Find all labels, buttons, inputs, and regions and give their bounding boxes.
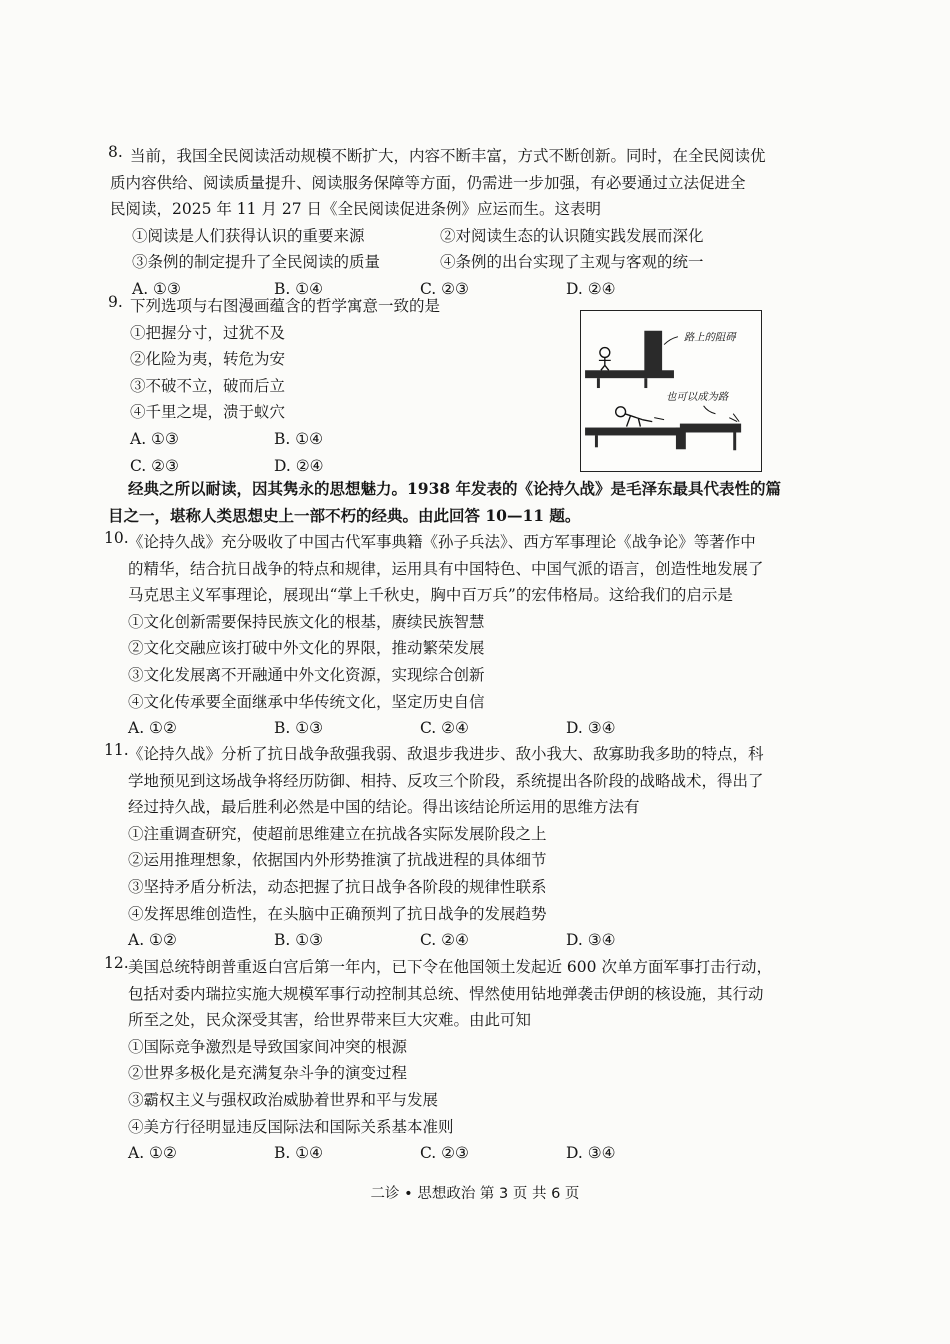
question-text: 包括对委内瑞拉实施大规模军事行动控制其总统、悍然使用钻地弹袭击伊朗的核设施，其行动 [128, 984, 764, 1003]
option-a: A. ①③ [130, 429, 179, 448]
option-d: D. ②④ [566, 279, 616, 298]
question-number: 9. [108, 293, 123, 311]
option-c: C. ②④ [420, 931, 469, 950]
question-text: 民阅读，2025 年 11 月 27 日《全民阅读促进条例》应运而生。这表明 [110, 200, 602, 219]
wall-bridge [680, 424, 741, 433]
cartoon-image [580, 310, 762, 472]
option-b: B. ①③ [274, 719, 324, 738]
statement-1: ①文化创新需要保持民族文化的根基，赓续民族智慧 [128, 612, 485, 631]
question-text: 经过持久战，最后胜利必然是中国的结论。得出该结论所运用的思维方法有 [128, 798, 640, 817]
statement-2: ②文化交融应该打破中外文化的界限，推动繁荣发展 [128, 639, 485, 658]
top-caption: 路上的阻碍 [683, 331, 736, 344]
question-text: 《论持久战》分析了抗日战争敌强我弱、敌退步我进步、敌小我大、敌寡助我多助的特点，科 [128, 745, 764, 763]
statement-1: ①阅读是人们获得认识的重要来源 [132, 226, 365, 245]
option-c: C. ②③ [420, 279, 469, 298]
bottom-caption: 也可以成为路 [666, 390, 729, 403]
statement-3: ③文化发展离不开融通中外文化资源，实现综合创新 [128, 665, 485, 684]
statement-2: ②对阅读生态的认识随实践发展而深化 [440, 226, 704, 245]
statement-4: ④条例的出台实现了主观与客观的统一 [440, 253, 704, 272]
section-intro [108, 476, 828, 529]
page-footer: 二诊 • 思想政治 第 3 页 共 6 页 [370, 1186, 580, 1202]
option-a: A. ①② [128, 931, 177, 950]
statement-1: ①把握分寸，过犹不及 [130, 323, 286, 342]
person-standing [600, 348, 610, 358]
question-text: 所至之处，民众深受其害，给世界带来巨大灾难。由此可知 [128, 1011, 532, 1030]
question-10 [104, 529, 804, 742]
question-number: 8. [108, 143, 123, 161]
options-row [110, 426, 570, 453]
person-pushing [616, 407, 626, 417]
statement-4: ④发挥思维创造性，在头脑中正确预判了抗日战争的发展趋势 [128, 904, 547, 923]
option-b: B. ①④ [274, 1144, 324, 1163]
intro-text: 经典之所以耐读，因其隽永的思想魅力。1938 年发表的《论持久战》是毛泽东最具代表性的篇 [128, 479, 782, 498]
statement-4: ④文化传承要全面继承中华传统文化，坚定历史自信 [128, 692, 485, 711]
option-a: A. ①② [128, 719, 177, 738]
cartoon-drawing [581, 311, 761, 471]
statement-2: ②运用推理想象，依据国内外形势推演了抗战进程的具体细节 [128, 851, 547, 870]
statement-2: ②世界多极化是充满复杂斗争的演变过程 [128, 1064, 408, 1083]
option-c: C. ②③ [420, 1144, 469, 1163]
question-text: 学地预见到这场战争将经历防御、相持、反攻三个阶段，系统提出各阶段的战略战术，得出了 [128, 771, 764, 790]
intro-text: 目之一，堪称人类思想史上一部不朽的经典。由此回答 10—11 题。 [108, 505, 581, 525]
bottom-road [585, 428, 684, 436]
question-number: 10. [104, 529, 129, 547]
question-11 [104, 741, 804, 954]
option-d: D. ③④ [566, 1144, 616, 1163]
question-number: 12. [104, 954, 129, 972]
statement-4: ④美方行径明显违反国际法和国际关系基本准则 [128, 1117, 454, 1136]
question-number: 11. [104, 741, 129, 759]
question-text: 的精华，结合抗日战争的特点和规律，运用具有中国特色、中国气派的语言，创造性地发展了 [128, 559, 764, 578]
question-12 [104, 954, 804, 1167]
options-row [104, 927, 804, 954]
option-a: A. ①② [128, 1144, 177, 1163]
question-text: 下列选项与右图漫画蕴含的哲学寓意一致的是 [130, 297, 441, 315]
option-d: D. ③④ [566, 719, 616, 738]
option-c: C. ②④ [420, 719, 469, 738]
option-b: B. ①④ [274, 279, 324, 298]
statement-row [110, 249, 810, 276]
option-a: A. ①③ [132, 279, 181, 298]
question-text: 质内容供给、阅读质量提升、阅读服务保障等方面，仍需进一步加强，有必要通过立法促进全 [110, 173, 746, 192]
question-9 [110, 293, 570, 479]
option-d: D. ③④ [566, 931, 616, 950]
statement-1: ①注重调查研究，使超前思维建立在抗战各实际发展阶段之上 [128, 824, 547, 843]
option-d: D. ②④ [274, 456, 324, 475]
question-text: 美国总统特朗普重返白宫后第一年内，已下令在他国领土发起近 600 次单方面军事打击行动， [128, 958, 772, 976]
statement-3: ③不破不立，破而后立 [130, 376, 286, 395]
question-text: 《论持久战》充分吸收了中国古代军事典籍《孙子兵法》、西方军事理论《战争论》等著作中 [128, 533, 756, 551]
options-row [104, 1140, 804, 1167]
statement-3: ③条例的制定提升了全民阅读的质量 [132, 253, 381, 272]
wall-obstacle [644, 331, 662, 372]
question-text: 马克思主义军事理论，展现出“掌上千秋史，胸中百万兵”的宏伟格局。这给我们的启示是 [128, 586, 733, 605]
statement-3: ③坚持矛盾分析法，动态把握了抗日战争各阶段的规律性联系 [128, 877, 547, 896]
option-b: B. ①③ [274, 931, 324, 950]
statement-2: ②化险为夷，转危为安 [130, 350, 286, 369]
statement-1: ①国际竞争激烈是导致国家间冲突的根源 [128, 1037, 408, 1056]
question-text: 当前，我国全民阅读活动规模不断扩大，内容不断丰富，方式不断创新。同时，在全民阅读优 [130, 147, 766, 165]
options-row [104, 715, 804, 742]
question-8 [110, 143, 810, 303]
statement-row [110, 223, 810, 250]
option-c: C. ②③ [130, 456, 179, 475]
statement-4: ④千里之堤，溃于蚁穴 [130, 403, 286, 422]
option-b: B. ①④ [274, 429, 324, 448]
statement-3: ③霸权主义与强权政治威胁着世界和平与发展 [128, 1090, 439, 1109]
